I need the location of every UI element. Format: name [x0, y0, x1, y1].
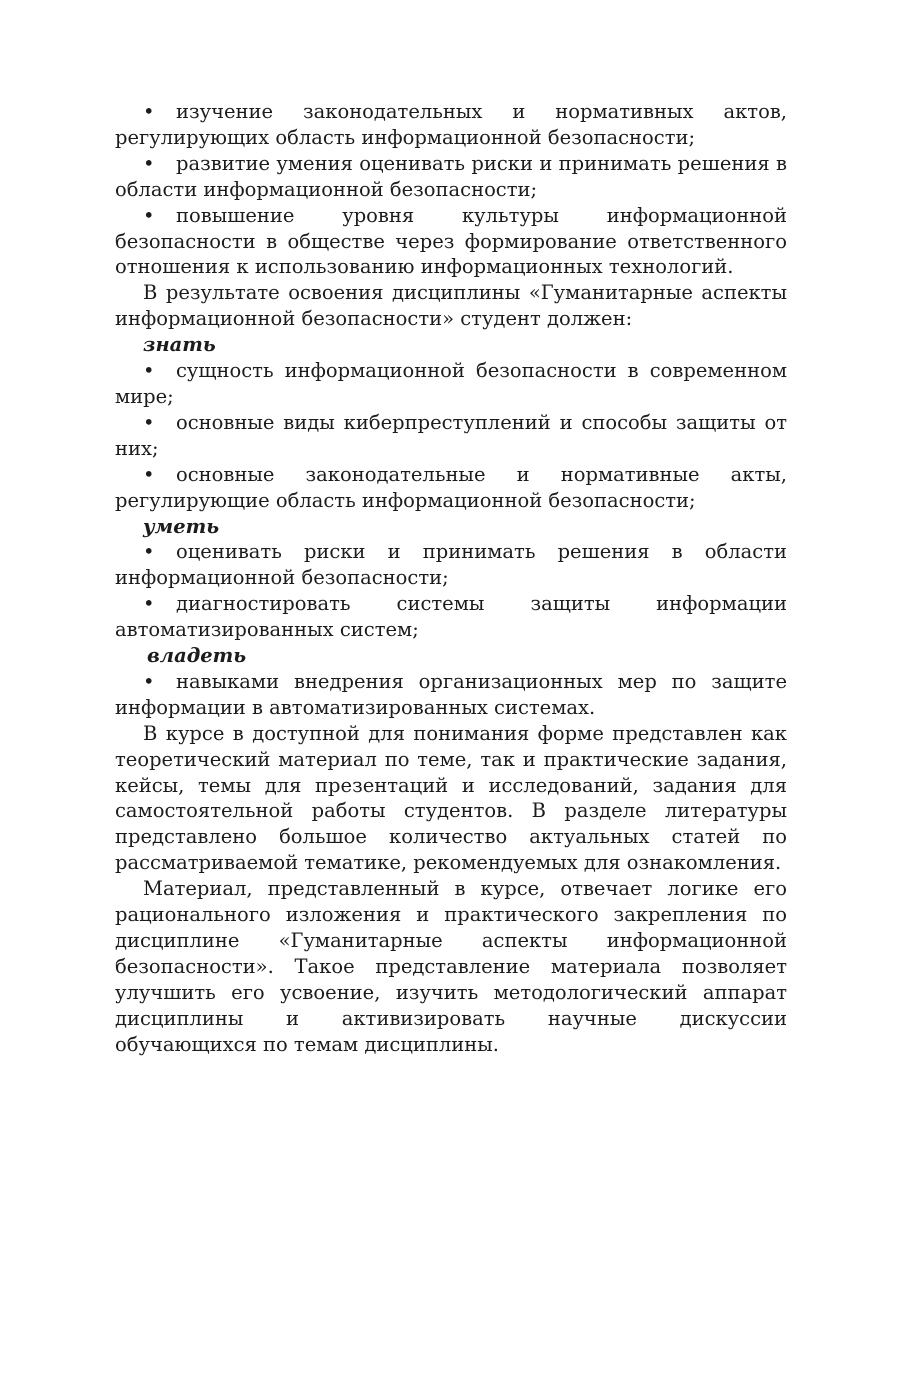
intro-bullet-2: [115, 151, 787, 203]
bullet-dot: •: [143, 540, 155, 564]
bullet-dot: •: [143, 203, 155, 227]
bullet-dot: •: [143, 100, 155, 123]
know-bullet-text: основные законодательные и нормативные акты, регулирующие область информационной безопасности;: [115, 462, 787, 512]
bullet-dot: •: [143, 410, 155, 434]
intro-bullet-text: повышение уровня культуры информационной безопасности в обществе через формирование ответственного отношения к использованию информационных технологий.: [115, 203, 787, 279]
own-bullet-1: [115, 669, 787, 721]
bullet-dot: •: [143, 592, 155, 616]
bullet-dot: •: [143, 359, 155, 383]
bullet-dot: •: [143, 151, 155, 175]
know-bullet-text: сущность информационной безопасности в современном мире;: [115, 359, 787, 408]
course-paragraph: В курсе в доступной для понимания форме представлен как теоретический материал по теме, так и практические задания, кейсы, темы для презентаций и исследований, задания для самостоятельной работы студентов. В разделе литературы представлено большое количество актуальных статей по рассматриваемой тематике, рекомендуемых для ознакомления.: [115, 721, 787, 875]
page-body: [115, 99, 787, 1058]
know-bullet-2: [115, 410, 787, 462]
result-intro-paragraph: В результате освоения дисциплины «Гуманитарные аспекты информационной безопасности» студент должен:: [115, 281, 787, 331]
material-paragraph: Материал, представленный в курсе, отвечает логике его рационального изложения и практического закрепления по дисциплине «Гуманитарные аспекты информационной безопасности». Такое представление материала позволяет улучшить его усвоение, изучить методологический аппарат дисциплины и активизировать научные дискуссии обучающихся по темам дисциплины.: [115, 877, 787, 1056]
bullet-dot: •: [143, 462, 155, 486]
know-bullet-text: основные виды киберпреступлений и способы защиты от них;: [115, 410, 787, 460]
bullet-dot: •: [143, 669, 155, 693]
know-heading: знать: [143, 333, 216, 357]
know-bullet-1: [115, 358, 787, 410]
can-bullet-2: [115, 591, 787, 643]
intro-bullet-text: развитие умения оценивать риски и принимать решения в области информационной безопасности;: [115, 151, 787, 201]
intro-bullet-3: [115, 203, 787, 281]
know-bullet-3: [115, 462, 787, 514]
can-heading: уметь: [143, 514, 220, 538]
can-bullet-text: диагностировать системы защиты информации автоматизированных систем;: [115, 592, 787, 642]
intro-bullet-text: изучение законодательных и нормативных актов, регулирующих область информационной безопасности;: [115, 100, 787, 149]
can-bullet-text: оценивать риски и принимать решения в области информационной безопасности;: [115, 540, 787, 590]
intro-bullet-1: [115, 99, 787, 151]
own-bullet-text: навыками внедрения организационных мер по защите информации в автоматизированных системах.: [115, 669, 787, 719]
own-heading: владеть: [147, 644, 247, 668]
can-bullet-1: [115, 539, 787, 591]
